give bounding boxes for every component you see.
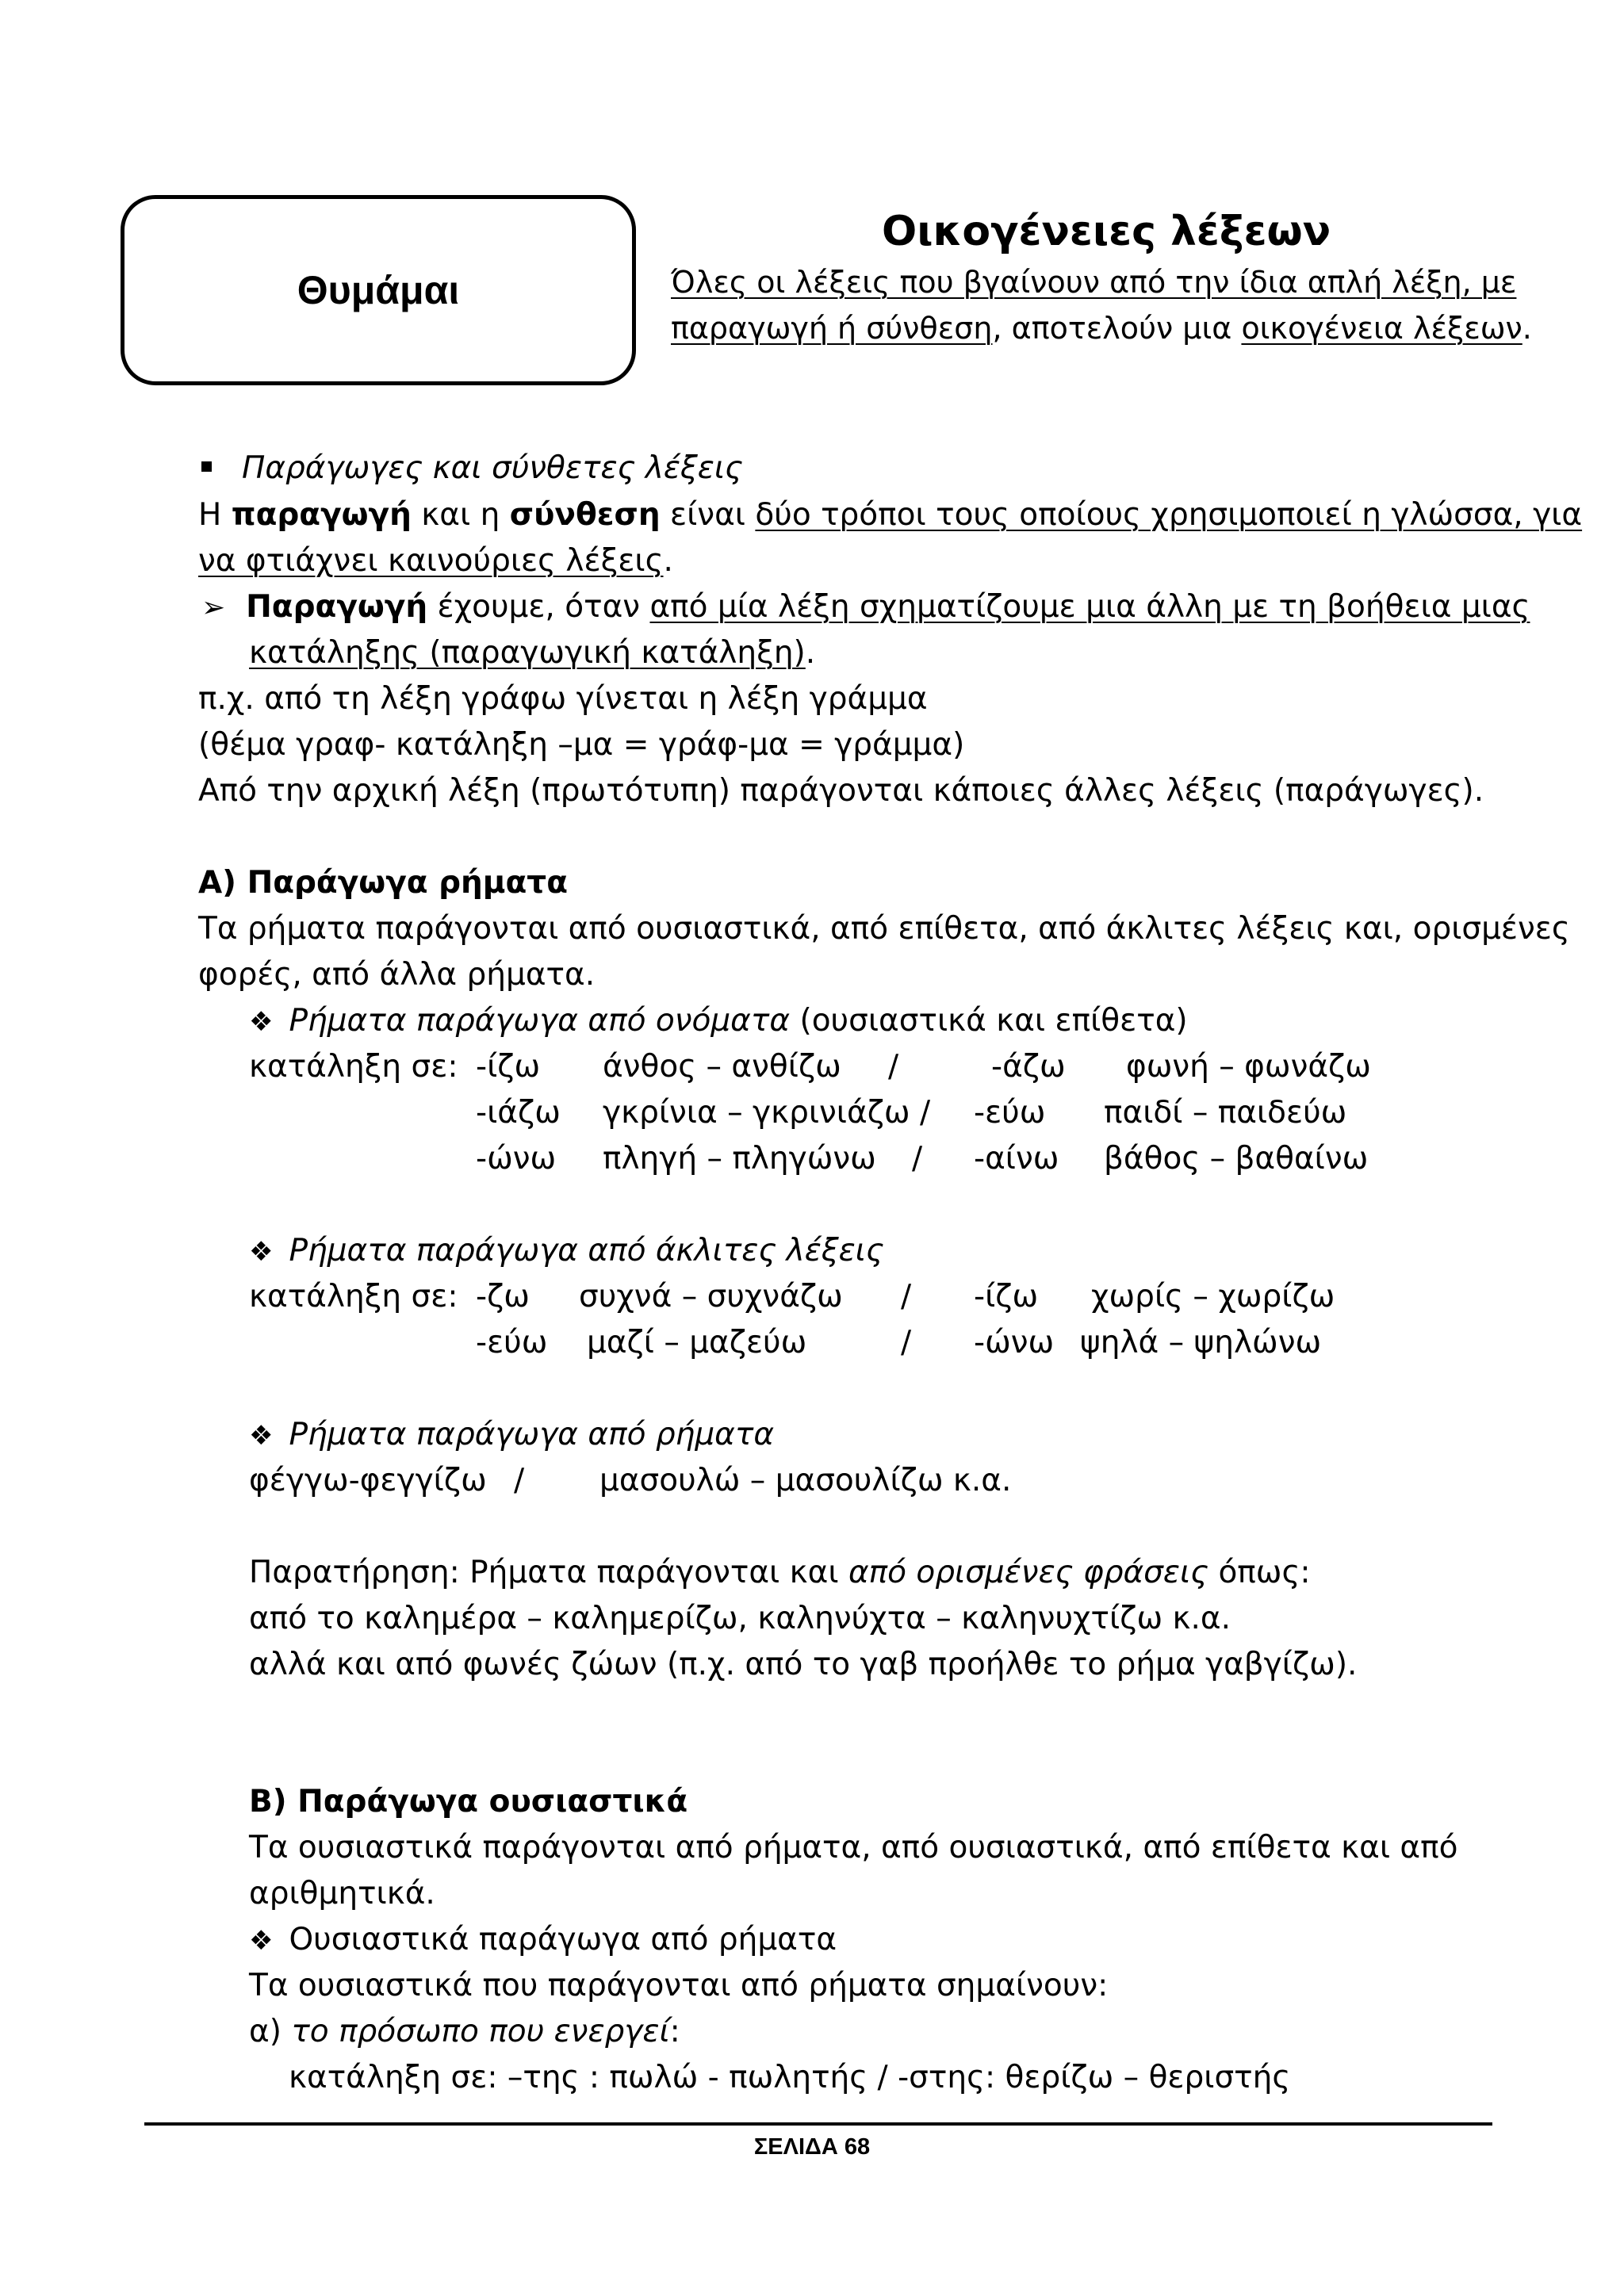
ending-label: κατάληξη σε: bbox=[249, 1279, 458, 1314]
example-cell: συχνά – συχνάζω bbox=[579, 1279, 843, 1314]
example-cell: άνθος – ανθίζω bbox=[603, 1049, 841, 1085]
remember-label: Θυμάμαι bbox=[297, 268, 460, 312]
meaning-line: Τα ουσιαστικά που παράγονται από ρήματα σημαίνουν: bbox=[249, 1968, 1109, 2003]
meaning-a-line: α) το πρόσωπο που ενεργεί: bbox=[249, 2014, 680, 2049]
diamond-bullet-icon: ❖ bbox=[249, 1006, 274, 1038]
note-line-1: Παρατήρηση: Ρήματα παράγονται και από ορισμένες φράσεις όπως: bbox=[249, 1555, 1311, 1590]
page-title: Οικογένειες λέξεων bbox=[882, 208, 1331, 255]
example-line-3: Από την αρχική λέξη (πρωτότυπη) παράγονται κάποιες άλλες λέξεις (παράγωγες). bbox=[198, 773, 1484, 809]
note-line-3: αλλά και από φωνές ζώων (π.χ. από το γαβ προήλθε το ρήμα γαβγίζω). bbox=[249, 1647, 1358, 1682]
page-number: ΣΕΛΙΔΑ 68 bbox=[753, 2134, 871, 2160]
derivation-definition-line-2: κατάληξης (παραγωγική κατάληξη). bbox=[249, 635, 816, 671]
remember-box bbox=[121, 195, 636, 385]
ending-cell: -εύω bbox=[476, 1325, 548, 1360]
example-line-2: (θέμα γραφ- κατάληξη –μα = γράφ-μα = γράμμα) bbox=[198, 727, 965, 763]
example-line-1: π.χ. από τη λέξη γράφω γίνεται η λέξη γράμμα bbox=[198, 681, 928, 717]
definition-term-1: παραγωγή ή σύνθεση bbox=[671, 311, 993, 346]
subheading-verbs-from-indeclinables: ❖ Ρήματα παράγωγα από άκλιτες λέξεις bbox=[249, 1233, 884, 1269]
definition-line-1: Όλες οι λέξεις που βγαίνουν από την ίδια απλή λέξη, με bbox=[671, 265, 1517, 300]
example-cell: χωρίς – χωρίζω bbox=[1091, 1279, 1335, 1314]
separator-cell: / bbox=[901, 1279, 912, 1314]
section-a-heading: Α) Παράγωγα ρήματα bbox=[198, 865, 568, 901]
derivation-definition-line-1: ➢ Παραγωγή έχουμε, όταν από μία λέξη σχηματίζουμε μια άλλη με τη βοήθεια μιας bbox=[201, 589, 1530, 625]
ending-cell: -ζω bbox=[476, 1279, 530, 1314]
ending-label: κατάληξη σε: bbox=[249, 1049, 458, 1085]
footer-rule bbox=[144, 2122, 1492, 2126]
definition-line-2: παραγωγή ή σύνθεση, αποτελούν μια οικογένεια λέξεων. bbox=[671, 311, 1532, 346]
definition-term-2: οικογένεια λέξεων bbox=[1241, 311, 1522, 346]
section-a-paragraph-line-1: Τα ρήματα παράγονται από ουσιαστικά, από επίθετα, από άκλιτες λέξεις και, ορισμένες bbox=[198, 911, 1570, 947]
subheading-verbs-from-nouns: ❖ Ρήματα παράγωγα από ονόματα (ουσιαστικά και επίθετα) bbox=[249, 1003, 1188, 1039]
example-cell: μαζί – μαζεύω bbox=[587, 1325, 807, 1360]
separator-cell: / bbox=[912, 1141, 923, 1177]
example-cell: μασουλώ – μασουλίζω κ.α. bbox=[599, 1463, 1012, 1498]
example-cell: ψηλά – ψηλώνω bbox=[1080, 1325, 1322, 1360]
ending-cell: -άζω bbox=[991, 1049, 1066, 1085]
separator-cell: / bbox=[901, 1325, 912, 1360]
meaning-a-endings: κατάληξη σε: –της : πωλώ - πωλητής / -στης: θερίζω – θεριστής bbox=[289, 2060, 1291, 2095]
intro-paragraph-line-1: Η παραγωγή και η σύνθεση είναι δύο τρόποι τους οποίους χρησιμοποιεί η γλώσσα, για bbox=[198, 497, 1583, 533]
ending-cell: -ίζω bbox=[974, 1279, 1039, 1314]
example-cell: φωνή – φωνάζω bbox=[1126, 1049, 1371, 1085]
separator-cell: / bbox=[888, 1049, 899, 1085]
ending-cell: -ίζω bbox=[476, 1049, 541, 1085]
bullet-heading: Παράγωγες και σύνθετες λέξεις bbox=[201, 450, 743, 486]
subheading-verbs-from-verbs: ❖ Ρήματα παράγωγα από ρήματα bbox=[249, 1417, 775, 1452]
diamond-bullet-icon: ❖ bbox=[249, 1236, 274, 1268]
arrow-bullet-icon: ➢ bbox=[201, 591, 226, 624]
section-b-paragraph-line-1: Τα ουσιαστικά παράγονται από ρήματα, από ουσιαστικά, από επίθετα και από bbox=[249, 1830, 1458, 1866]
example-cell: γκρίνια – γκρινιάζω bbox=[603, 1095, 910, 1131]
ending-cell: -ώνω bbox=[476, 1141, 557, 1177]
example-cell: φέγγω-φεγγίζω bbox=[249, 1463, 487, 1498]
separator-cell: / bbox=[920, 1095, 931, 1131]
example-cell: πληγή – πληγώνω bbox=[603, 1141, 876, 1177]
section-b-heading: Β) Παράγωγα ουσιαστικά bbox=[249, 1784, 688, 1820]
ending-cell: -εύω bbox=[974, 1095, 1046, 1131]
ending-cell: -αίνω bbox=[974, 1141, 1059, 1177]
section-b-paragraph-line-2: αριθμητικά. bbox=[249, 1876, 435, 1911]
separator-cell: / bbox=[514, 1463, 525, 1498]
intro-paragraph-line-2: να φτιάχνει καινούριες λέξεις. bbox=[198, 543, 673, 579]
square-bullet-icon bbox=[201, 461, 212, 472]
subheading-nouns-from-verbs: ❖ Ουσιαστικά παράγωγα από ρήματα bbox=[249, 1922, 837, 1957]
diamond-bullet-icon: ❖ bbox=[249, 1420, 274, 1452]
ending-cell: -ιάζω bbox=[476, 1095, 561, 1131]
note-line-2: από το καλημέρα – καλημερίζω, καληνύχτα – καληνυχτίζω κ.α. bbox=[249, 1601, 1231, 1636]
example-cell: παιδί – παιδεύω bbox=[1104, 1095, 1347, 1131]
section-a-paragraph-line-2: φορές, από άλλα ρήματα. bbox=[198, 957, 596, 993]
example-cell: βάθος – βαθαίνω bbox=[1104, 1141, 1369, 1177]
diamond-bullet-icon: ❖ bbox=[249, 1925, 274, 1957]
ending-cell: -ώνω bbox=[974, 1325, 1055, 1360]
